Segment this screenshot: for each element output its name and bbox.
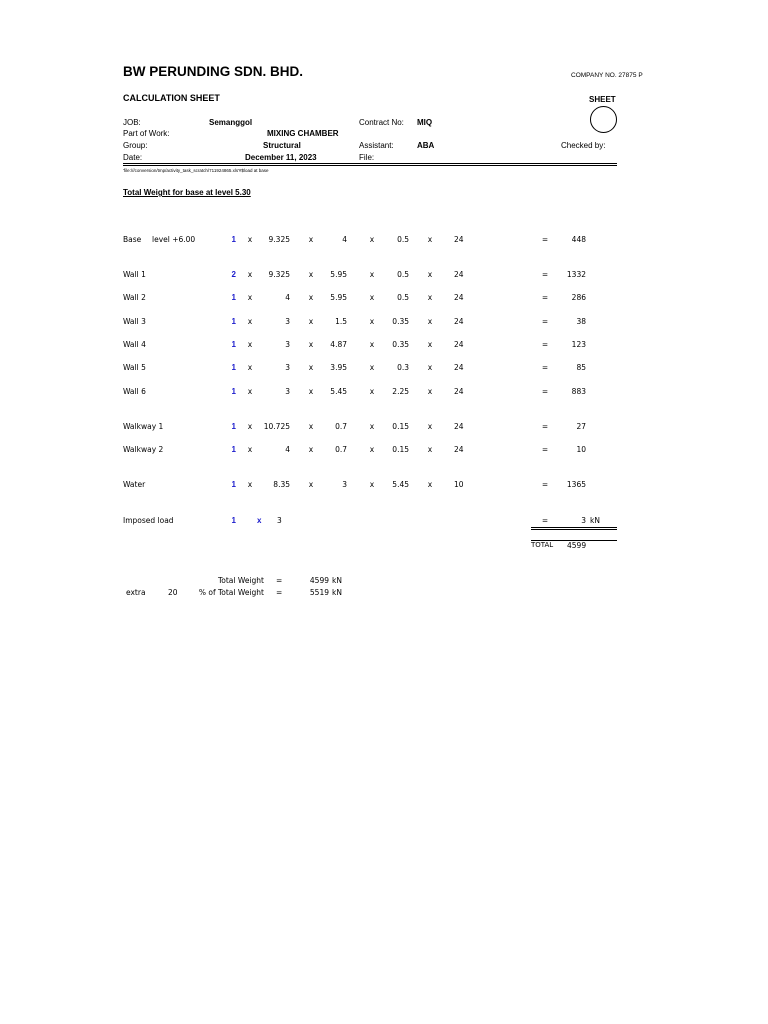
table-row xyxy=(0,422,768,436)
part-of-work-value: MIXING CHAMBER xyxy=(267,129,339,138)
total-label: TOTAL xyxy=(531,541,554,549)
sheet-number-circle xyxy=(590,106,617,133)
row-quantity: 1 xyxy=(231,293,236,302)
row-dimension-a: 8.35 xyxy=(273,480,290,489)
row-dimension-a: 9.325 xyxy=(268,235,290,244)
row-quantity: 2 xyxy=(231,270,236,279)
job-label: JOB: xyxy=(123,118,141,127)
table-row xyxy=(0,363,768,377)
row-density: 10 xyxy=(454,480,464,489)
total-weight-value: 4599 xyxy=(309,576,329,585)
row-result: 1332 xyxy=(566,270,586,279)
row-dimension-c: 0.15 xyxy=(392,445,409,454)
multiply-sign: x xyxy=(247,480,253,489)
equals-sign: = xyxy=(541,235,549,244)
row-density: 24 xyxy=(454,293,464,302)
row-dimension-a: 9.325 xyxy=(268,270,290,279)
imposed-value: 3 xyxy=(277,516,282,525)
row-result: 883 xyxy=(571,387,586,396)
company-name: BW PERUNDING SDN. BHD. xyxy=(123,64,304,79)
imposed-unit: kN xyxy=(590,516,600,525)
row-density: 24 xyxy=(454,317,464,326)
multiply-sign: x xyxy=(369,293,375,302)
row-label: Walkway 2 xyxy=(123,445,164,454)
multiply-sign: x xyxy=(369,317,375,326)
row-dimension-a: 3 xyxy=(285,340,290,349)
multiply-sign: x xyxy=(427,387,433,396)
total-weight-unit: kN xyxy=(332,576,342,585)
multiply-sign: x xyxy=(369,445,375,454)
total-weight-label: Total Weight xyxy=(217,576,264,585)
row-dimension-b: 1.5 xyxy=(335,317,347,326)
equals-sign: = xyxy=(541,363,549,372)
header-rule-top xyxy=(123,163,617,164)
row-dimension-b: 3 xyxy=(342,480,347,489)
row-result: 286 xyxy=(571,293,586,302)
section-title: Total Weight for base at level 5.30 xyxy=(123,188,251,197)
row-density: 24 xyxy=(454,387,464,396)
summary-block xyxy=(0,576,768,606)
multiply-sign: x xyxy=(247,387,253,396)
multiply-sign: x xyxy=(257,516,262,525)
equals-sign: = xyxy=(541,480,549,489)
row-dimension-b: 0.7 xyxy=(335,445,347,454)
row-dimension-b: 0.7 xyxy=(335,422,347,431)
row-quantity: 1 xyxy=(231,317,236,326)
assistant-label: Assistant: xyxy=(359,141,394,150)
percent-total-equals: = xyxy=(276,588,283,597)
row-density: 24 xyxy=(454,422,464,431)
row-dimension-a: 3 xyxy=(285,363,290,372)
multiply-sign: x xyxy=(247,445,253,454)
row-result: 10 xyxy=(576,445,586,454)
row-density: 24 xyxy=(454,363,464,372)
row-density: 24 xyxy=(454,270,464,279)
multiply-sign: x xyxy=(369,422,375,431)
row-label: Wall 2 xyxy=(123,293,146,302)
imposed-rule-top xyxy=(531,527,617,528)
multiply-sign: x xyxy=(427,480,433,489)
multiply-sign: x xyxy=(369,340,375,349)
multiply-sign: x xyxy=(308,317,314,326)
multiply-sign: x xyxy=(369,235,375,244)
multiply-sign: x xyxy=(247,235,253,244)
assistant-value: ABA xyxy=(417,141,435,150)
multiply-sign: x xyxy=(247,293,253,302)
contract-label: Contract No: xyxy=(359,118,404,127)
contract-value: MIQ xyxy=(417,118,433,127)
row-dimension-c: 0.5 xyxy=(397,235,409,244)
row-result: 38 xyxy=(576,317,586,326)
row-quantity: 1 xyxy=(231,235,236,244)
multiply-sign: x xyxy=(369,270,375,279)
total-value: 4599 xyxy=(567,541,587,550)
table-row xyxy=(0,445,768,459)
multiply-sign: x xyxy=(247,317,253,326)
row-label: Water xyxy=(123,480,146,489)
row-dimension-b: 5.95 xyxy=(330,293,347,302)
row-result: 85 xyxy=(576,363,586,372)
equals-sign: = xyxy=(541,270,549,279)
table-row xyxy=(0,387,768,401)
group-value: Structural xyxy=(263,141,301,150)
multiply-sign: x xyxy=(427,270,433,279)
row-sublabel: level +6.00 xyxy=(152,235,196,244)
row-dimension-a: 10.725 xyxy=(263,422,290,431)
multiply-sign: x xyxy=(308,293,314,302)
job-value: Semanggol xyxy=(209,118,253,127)
checked-by-label: Checked by: xyxy=(561,141,606,150)
row-density: 24 xyxy=(454,445,464,454)
row-result: 123 xyxy=(571,340,586,349)
table-row xyxy=(0,317,768,331)
multiply-sign: x xyxy=(427,293,433,302)
imposed-rule-bottom xyxy=(531,529,617,530)
row-dimension-a: 4 xyxy=(285,293,290,302)
multiply-sign: x xyxy=(247,422,253,431)
multiply-sign: x xyxy=(308,270,314,279)
multiply-sign: x xyxy=(308,363,314,372)
extra-value: 20 xyxy=(168,588,178,597)
equals-sign: = xyxy=(541,317,549,326)
date-label: Date: xyxy=(123,153,143,162)
total-row xyxy=(0,541,768,555)
multiply-sign: x xyxy=(308,422,314,431)
row-label: Walkway 1 xyxy=(123,422,164,431)
row-quantity: 1 xyxy=(231,340,236,349)
row-dimension-b: 5.45 xyxy=(330,387,347,396)
row-dimension-a: 4 xyxy=(285,445,290,454)
row-dimension-b: 4.87 xyxy=(330,340,347,349)
table-row xyxy=(0,270,768,284)
multiply-sign: x xyxy=(308,480,314,489)
multiply-sign: x xyxy=(427,317,433,326)
row-label: Base xyxy=(123,235,142,244)
row-result: 27 xyxy=(576,422,586,431)
multiply-sign: x xyxy=(369,363,375,372)
equals-sign: = xyxy=(541,422,549,431)
row-label: Wall 6 xyxy=(123,387,146,396)
row-dimension-c: 0.15 xyxy=(392,422,409,431)
date-value: December 11, 2023 xyxy=(245,153,317,162)
table-row xyxy=(0,293,768,307)
row-quantity: 1 xyxy=(231,516,236,525)
multiply-sign: x xyxy=(427,340,433,349)
row-dimension-b: 4 xyxy=(342,235,347,244)
percent-total-label: % of Total Weight xyxy=(198,588,264,597)
row-label: Wall 1 xyxy=(123,270,146,279)
group-label: Group: xyxy=(123,141,148,150)
row-label: Imposed load xyxy=(123,516,174,525)
row-dimension-c: 5.45 xyxy=(392,480,409,489)
row-result: 1365 xyxy=(566,480,586,489)
row-dimension-c: 0.35 xyxy=(392,317,409,326)
row-dimension-c: 0.35 xyxy=(392,340,409,349)
imposed-result: 3 xyxy=(581,516,586,525)
multiply-sign: x xyxy=(247,340,253,349)
multiply-sign: x xyxy=(427,422,433,431)
row-dimension-b: 5.95 xyxy=(330,270,347,279)
table-row xyxy=(0,235,768,249)
row-dimension-a: 3 xyxy=(285,387,290,396)
percent-total-value: 5519 xyxy=(309,588,329,597)
multiply-sign: x xyxy=(308,340,314,349)
percent-total-unit: kN xyxy=(332,588,342,597)
header-rule-bottom xyxy=(123,165,617,166)
table-row xyxy=(0,340,768,354)
row-quantity: 1 xyxy=(231,422,236,431)
multiply-sign: x xyxy=(247,363,253,372)
multiply-sign: x xyxy=(308,445,314,454)
file-path: 'file:///conversion/tmp/activity_task_scratch/711924865.xls'#$load at base xyxy=(123,168,269,173)
equals-sign: = xyxy=(541,445,549,454)
row-quantity: 1 xyxy=(231,363,236,372)
row-result: 448 xyxy=(571,235,586,244)
multiply-sign: x xyxy=(308,235,314,244)
table-row xyxy=(0,480,768,494)
row-dimension-c: 2.25 xyxy=(392,387,409,396)
equals-sign: = xyxy=(541,340,549,349)
company-number: COMPANY NO. 27875 P xyxy=(571,72,643,79)
multiply-sign: x xyxy=(247,270,253,279)
multiply-sign: x xyxy=(427,363,433,372)
calculation-sheet-title: CALCULATION SHEET xyxy=(123,93,220,103)
total-weight-equals: = xyxy=(276,576,283,585)
row-label: Wall 3 xyxy=(123,317,146,326)
multiply-sign: x xyxy=(427,235,433,244)
extra-label: extra xyxy=(126,588,146,597)
row-dimension-c: 0.3 xyxy=(397,363,409,372)
row-dimension-a: 3 xyxy=(285,317,290,326)
row-density: 24 xyxy=(454,235,464,244)
equals-sign: = xyxy=(541,387,549,396)
row-dimension-b: 3.95 xyxy=(330,363,347,372)
equals-sign: = xyxy=(541,293,549,302)
row-quantity: 1 xyxy=(231,387,236,396)
multiply-sign: x xyxy=(369,480,375,489)
sheet-label: SHEET xyxy=(589,95,616,104)
multiply-sign: x xyxy=(427,445,433,454)
row-label: Wall 5 xyxy=(123,363,146,372)
equals-sign: = xyxy=(541,516,549,525)
row-dimension-c: 0.5 xyxy=(397,270,409,279)
row-density: 24 xyxy=(454,340,464,349)
multiply-sign: x xyxy=(308,387,314,396)
part-of-work-label: Part of Work: xyxy=(123,129,170,138)
row-quantity: 1 xyxy=(231,445,236,454)
row-label: Wall 4 xyxy=(123,340,146,349)
row-dimension-c: 0.5 xyxy=(397,293,409,302)
file-label: File: xyxy=(359,153,375,162)
row-quantity: 1 xyxy=(231,480,236,489)
multiply-sign: x xyxy=(369,387,375,396)
imposed-load-row xyxy=(0,516,768,530)
